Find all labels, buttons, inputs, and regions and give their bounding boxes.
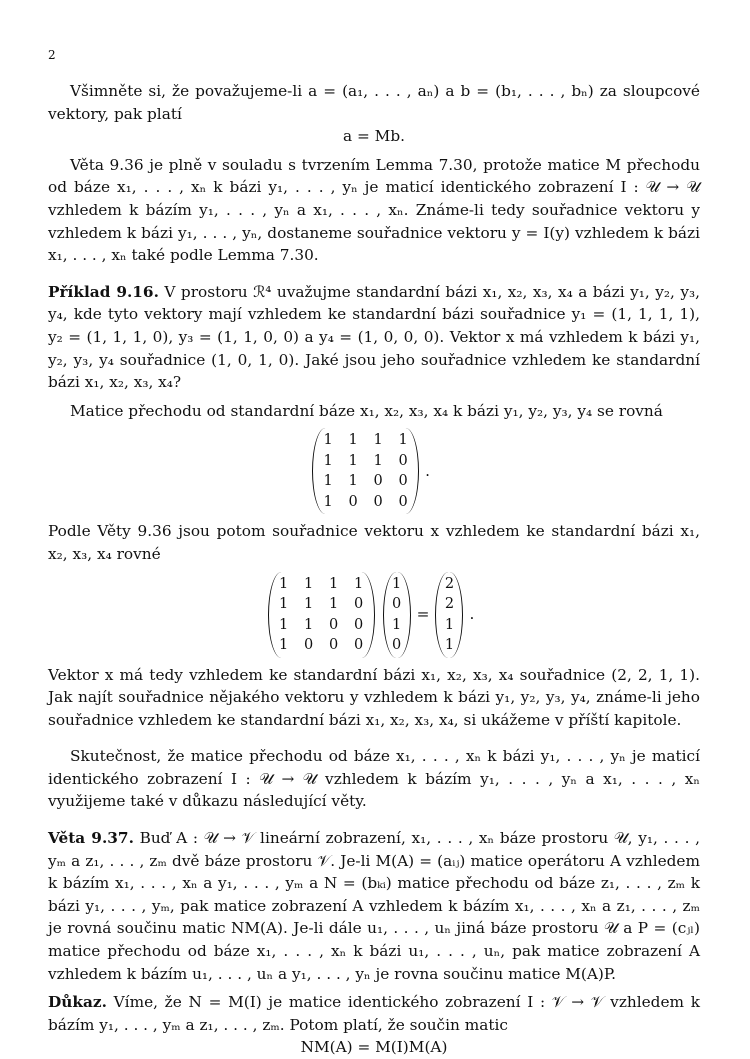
matrix-cell: 1 (304, 596, 314, 612)
matrix-cell: 1 (279, 575, 289, 592)
example-text: V prostoru ℛ⁴ uvažujme standardní bázi x₁, x₂, x₃, x₄ a bázi y₁, y₂, y₃, y₄, kde tyto vektory mají vzhledem ke standardní bázi souřadnice y₁ = (1, 1, 1, 1), y₂ = (1, 1, 1, 0), y₃ = (1, 1, 0, 0) a y₄ = (1, 0, 0, 0). Vektor x má vzhledem k bázi y₁, y₂, y₃, y₄ souřadnice (1, 0, 1, 0). Jaké jsou jeho souřadnice vzhledem ke standardní bázi x₁, x₂, x₃, x₄? (48, 282, 700, 392)
matrix-cell: 1 (373, 432, 383, 449)
matrix-cell: 0 (329, 616, 339, 633)
matrix-cell: 1 (348, 452, 358, 469)
page-body (48, 80, 700, 1059)
matrix-cell: 0 (398, 452, 408, 469)
matrix-cell: 1 (348, 432, 358, 449)
matrix-cell: 0 (329, 637, 339, 653)
proof-text: Víme, že N = M(I) je matice identického zobrazení I : 𝒱 → 𝒱 vzhledem k bázím y₁, . . . , yₘ a z₁, . . . , zₘ. Potom platí, že součin matic (48, 993, 700, 1034)
matrix-cell: 1 (398, 432, 408, 449)
matrix-cell: 0 (354, 637, 364, 653)
paragraph-column-vectors: Všimněte si, že považujeme-li a = (a₁, . . . , aₙ) a b = (b₁, . . . , bₙ) za sloupcové vektory, pak platí (48, 82, 700, 123)
paragraph-identity-mapping-remark: Skutečnost, že matice přechodu od báze x₁, . . . , xₙ k bázi y₁, . . . , yₙ je maticí identického zobrazení I : 𝒰 → 𝒰 vzhledem k bázím y₁, . . . , yₙ a x₁, . . . , xₙ využijeme také v důkazu následující věty. (48, 747, 700, 811)
matrix-cell: 0 (373, 493, 383, 510)
matrix-cell: 1 (373, 452, 383, 469)
matrix-cell: 1 (304, 575, 314, 592)
vector-cell: 2 (444, 596, 455, 612)
paragraph-coordinates-by-theorem: Podle Věty 9.36 jsou potom souřadnice vektoru x vzhledem ke standardní bázi x₁, x₂, x₃, x₄ rovné (48, 522, 700, 563)
equation-product: NM(A) = M(I)M(A) (300, 1038, 448, 1057)
paragraph-transition-matrix: Matice přechodu od standardní báze x₁, x₂, x₃, x₄ k bázi y₁, y₂, y₃, y₄ se rovná (70, 401, 663, 420)
matrix-period: . (425, 462, 430, 481)
matrix-cell: 1 (304, 616, 314, 633)
matrix-cell: 0 (398, 473, 408, 490)
vector-cell: 2 (444, 575, 455, 592)
matrix-cell: 1 (279, 616, 289, 633)
matrix-cell: 1 (329, 596, 339, 612)
equation-a-mb: a = Mb. (343, 127, 405, 146)
example-916 (48, 281, 700, 394)
matrix-cell: 0 (398, 493, 408, 510)
matrix-cell: 0 (304, 637, 314, 653)
matrix-cell: 1 (279, 637, 289, 653)
matrix-cell: 1 (323, 452, 333, 469)
equals-sign: = (416, 605, 430, 624)
proof (48, 991, 700, 1036)
matrix-cell: 1 (323, 493, 333, 510)
transition-matrix (312, 428, 419, 514)
vector-cell: 1 (444, 637, 455, 653)
matrix-product-equation (48, 572, 700, 658)
matrix-cell: 1 (348, 473, 358, 490)
transition-matrix-display (48, 428, 700, 514)
matrix-cell: 1 (323, 432, 333, 449)
matrix-cell: 1 (329, 575, 339, 592)
page-number: 2 (48, 48, 56, 62)
transition-matrix-copy (268, 572, 375, 658)
vector-cell: 1 (392, 575, 402, 592)
theorem-label: Věta 9.37. (48, 829, 134, 848)
vector-cell: 1 (444, 616, 455, 633)
product-period: . (469, 605, 475, 624)
vector-cell: 0 (392, 637, 402, 653)
matrix-cell: 0 (348, 493, 358, 510)
example-label: Příklad 9.16. (48, 282, 159, 301)
theorem-937 (48, 827, 700, 985)
matrix-cell: 1 (279, 596, 289, 612)
coordinate-vector-y (383, 572, 411, 658)
paragraph-theorem-936-remark: Věta 9.36 je plně v souladu s tvrzením Lemma 7.30, protože matice M přechodu od báze x₁, . . . , xₙ k bázi y₁, . . . , yₙ je maticí identického zobrazení I : 𝒰 → 𝒰 vzhledem k bázím y₁, . . . , yₙ a x₁, . . . , xₙ. Známe-li tedy souřadnice vektoru y vzhledem k bázi y₁, . . . , yₙ, dostaneme souřadnice vektoru y = I(y) vzhledem k bázi x₁, . . . , xₙ také podle Lemma 7.30. (48, 155, 700, 265)
proof-label: Důkaz. (48, 993, 107, 1012)
matrix-cell: 0 (354, 596, 364, 612)
vector-cell: 0 (392, 596, 402, 612)
matrix-cell: 0 (373, 473, 383, 490)
paragraph-result-coordinates: Vektor x má tedy vzhledem ke standardní bázi x₁, x₂, x₃, x₄ souřadnice (2, 2, 1, 1). Jak najít souřadnice nějakého vektoru y vzhledem k bázi y₁, y₂, y₃, y₄, známe-li jeho souřadnice vzhledem ke standardní bázi x₁, x₂, x₃, x₄, si ukážeme v příští kapitole. (48, 665, 700, 729)
matrix-cell: 1 (354, 575, 364, 592)
vector-cell: 1 (392, 616, 402, 633)
theorem-text: Buď A : 𝒰 → 𝒱 lineární zobrazení, x₁, . . . , xₙ báze prostoru 𝒰, y₁, . . . , yₘ a z₁, . . . , zₘ dvě báze prostoru 𝒱. Je-li M(A) = (aᵢⱼ) matice operátoru A vzhledem k bázím x₁, . . . , xₙ a y₁, . . . , yₘ a N = (bₖᵢ) matice přechodu od báze z₁, . . . , zₘ k bázi y₁, . . . , yₘ, pak matice zobrazení A vzhledem k bázím x₁, . . . , xₙ a z₁, . . . , zₘ je rovná součinu matic NM(A). Je-li dále u₁, . . . , uₙ jiná báze prostoru 𝒰 a P = (cⱼₗ) matice přechodu od báze x₁, . . . , xₙ k bázi u₁, . . . , uₙ, pak matice zobrazení A vzhledem k bázím u₁, . . . , uₙ a y₁, . . . , yₙ je rovna součinu matice M(A)P. (48, 829, 700, 983)
matrix-cell: 0 (354, 616, 364, 633)
coordinate-vector-x (435, 572, 463, 658)
matrix-cell: 1 (323, 473, 333, 490)
